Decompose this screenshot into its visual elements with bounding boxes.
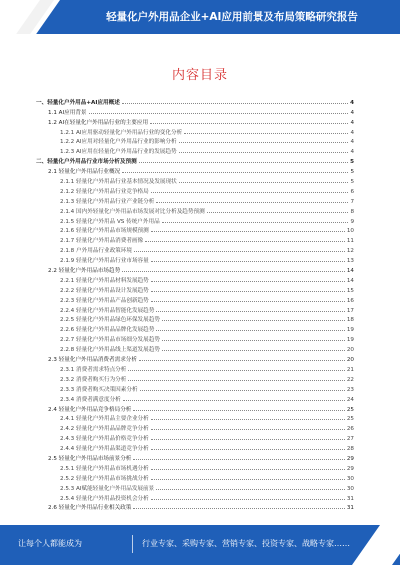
toc-leader-dots <box>133 409 344 411</box>
toc-entry-label: 2.5.3 AI赋能轻量化户外用品发展前景 <box>60 485 155 492</box>
toc-entry[interactable] <box>36 383 354 393</box>
toc-entry-page: 24 <box>346 396 354 403</box>
toc-entry-label: 2.2.8 轻量化户外用品线上渠道发展趋势 <box>60 347 160 354</box>
toc-entry-label: 2.3.4 消费者满意度分析 <box>60 396 121 403</box>
toc-entry-label: 一、轻量化户外用品+AI应用概述 <box>36 99 120 106</box>
toc-entry-page: 15 <box>346 287 354 294</box>
toc-leader-dots <box>184 132 348 134</box>
toc-entry-page: 6 <box>350 188 354 195</box>
toc-entry-page: 4 <box>350 119 354 126</box>
toc-entry-label: 2.1.2 轻量化户外用品行业竞争格局 <box>60 188 149 195</box>
footer-decoration <box>352 525 400 565</box>
toc-entry[interactable] <box>36 314 354 324</box>
toc-entry-page: 5 <box>350 179 354 186</box>
toc-entry-page: 13 <box>346 258 354 265</box>
toc-entry-page: 4 <box>350 139 354 146</box>
toc-entry[interactable] <box>36 225 354 235</box>
toc-entry-page: 20 <box>346 347 354 354</box>
toc-entry-page: 30 <box>346 485 354 492</box>
toc-entry-label: 2.5 轻量化户外用品市场前景分析 <box>48 455 132 462</box>
toc-entry[interactable] <box>36 432 354 442</box>
toc-entry-page: 29 <box>346 455 354 462</box>
toc-entry[interactable] <box>36 155 354 165</box>
toc-entry-page: 11 <box>346 238 354 245</box>
toc-leader-dots <box>139 161 348 163</box>
toc-leader-dots <box>151 448 345 450</box>
toc-entry[interactable] <box>36 353 354 363</box>
toc-leader-dots <box>151 428 345 430</box>
toc-leader-dots <box>122 102 348 104</box>
toc-entry[interactable] <box>36 136 354 146</box>
toc-entry-label: 2.5.2 轻量化户外用品市场挑战分析 <box>60 475 149 482</box>
toc-entry[interactable] <box>36 472 354 482</box>
toc-entry-label: 2.3 轻量化户外用品消费者需求分析 <box>48 357 137 364</box>
toc-leader-dots <box>162 339 345 341</box>
toc-leader-dots <box>128 379 345 381</box>
toc-entry[interactable] <box>36 294 354 304</box>
toc-leader-dots <box>122 171 348 173</box>
toc-entry-label: 2.2.4 轻量化户外用品智能化发展趋势 <box>60 307 155 314</box>
toc-leader-dots <box>151 478 345 480</box>
toc-entry[interactable] <box>36 145 354 155</box>
toc-leader-dots <box>134 250 345 252</box>
toc-entry-label: 2.2.2 轻量化户外用品设计发展趋势 <box>60 287 149 294</box>
toc-leader-dots <box>151 300 345 302</box>
toc-entry-page: 29 <box>346 465 354 472</box>
toc-leader-dots <box>162 319 345 321</box>
toc-entry-label: 2.1.9 轻量化户外用品行业市场容量 <box>60 258 149 265</box>
toc-entry[interactable] <box>36 502 354 512</box>
toc-entry-label: 2.1.1 轻量化户外用品行业基本情况及发展现状 <box>60 179 177 186</box>
toc-entry-page: 31 <box>346 495 354 502</box>
toc-entry-page: 19 <box>346 327 354 334</box>
toc-entry-label: 二、轻量化户外用品行业市场分析及预测 <box>36 159 137 166</box>
toc-entry-page: 9 <box>350 218 354 225</box>
toc-entry[interactable] <box>36 244 354 254</box>
footer-slogan: 让每个人都能成为 <box>18 539 82 548</box>
toc-entry[interactable] <box>36 175 354 185</box>
toc-entry[interactable] <box>36 363 354 373</box>
toc-leader-dots <box>139 359 345 361</box>
toc-leader-dots <box>151 260 345 262</box>
toc-leader-dots <box>162 221 349 223</box>
toc-entry-page: 20 <box>346 357 354 364</box>
toc-entry-label: 2.2 轻量化户外用品市场趋势 <box>48 268 121 275</box>
toc-leader-dots <box>151 191 349 193</box>
toc-leader-dots <box>140 389 345 391</box>
toc-leader-dots <box>133 458 344 460</box>
toc-leader-dots <box>133 507 344 509</box>
toc-leader-dots <box>151 468 345 470</box>
toc-entry-page: 19 <box>346 337 354 344</box>
toc-leader-dots <box>179 181 349 183</box>
toc-entry-page: 7 <box>350 198 354 205</box>
toc-entry[interactable] <box>36 492 354 502</box>
toc-entry-label: 2.5.1 轻量化户外用品市场机遇分析 <box>60 465 149 472</box>
toc-entry-label: 2.1.6 轻量化户外用品市场规模预测 <box>60 228 149 235</box>
toc-entry-page: 25 <box>346 406 354 413</box>
toc-leader-dots <box>179 151 349 153</box>
toc-entry-page: 21 <box>346 366 354 373</box>
toc-leader-dots <box>151 498 345 500</box>
toc-heading: 内容目录 <box>171 68 228 83</box>
toc-entry-label: 2.5.4 轻量化户外用品投资机会分析 <box>60 495 149 502</box>
toc-entry[interactable] <box>36 343 354 353</box>
toc-leader-dots <box>89 112 349 114</box>
toc-entry[interactable] <box>36 234 354 244</box>
toc-entry-page: 31 <box>346 505 354 512</box>
toc-entry-page: 5 <box>350 169 354 176</box>
toc-entry-label: 1.2.3 AI应用在轻量化户外用品行业的发展趋势 <box>60 149 177 156</box>
toc-leader-dots <box>179 141 349 143</box>
toc-entry-page: 14 <box>346 277 354 284</box>
toc-leader-dots <box>151 438 345 440</box>
toc-leader-dots <box>151 230 345 232</box>
toc-leader-dots <box>151 280 345 282</box>
toc-entry-label: 2.4.3 轻量化户外用品价格竞争分析 <box>60 436 149 443</box>
toc-entry-label: 2.2.1 轻量化户外用品材料发展趋势 <box>60 277 149 284</box>
toc-entry[interactable] <box>36 482 354 492</box>
toc-entry-label: 2.3.1 消费者需求特点分析 <box>60 366 127 373</box>
toc-entry[interactable] <box>36 185 354 195</box>
toc-entry-label: 2.4.2 轻量化户外用品品牌竞争分析 <box>60 426 149 433</box>
toc-entry[interactable] <box>36 304 354 314</box>
toc-leader-dots <box>151 290 345 292</box>
toc-entry-label: 2.1.7 轻量化户外用品消费者画像 <box>60 238 144 245</box>
toc-entry-label: 2.1.4 国内外轻量化户外用品市场发展对比分析及趋势预测 <box>60 208 205 215</box>
toc-entry[interactable] <box>36 413 354 423</box>
toc-entry[interactable] <box>36 264 354 274</box>
toc-entry-page: 28 <box>346 446 354 453</box>
toc-entry[interactable] <box>36 452 354 462</box>
toc-leader-dots <box>156 201 348 203</box>
toc-entry-page: 25 <box>346 416 354 423</box>
toc-entry[interactable] <box>36 333 354 343</box>
toc-entry-label: 1.2.2 AI应用对轻量化户外用品行业的影响分析 <box>60 139 177 146</box>
toc-entry[interactable] <box>36 106 354 116</box>
toc-entry-label: 2.2.7 轻量化户外用品市场细分发展趋势 <box>60 337 160 344</box>
toc-entry[interactable] <box>36 195 354 205</box>
toc-entry[interactable] <box>36 126 354 136</box>
toc-entry-label: 1.2.1 AI应用驱动轻量化户外用品行业的变化分析 <box>60 129 183 136</box>
report-title: 轻量化户外用品企业+AI应用前景及布局策略研究报告 <box>106 11 358 23</box>
toc-entry-page: 14 <box>346 268 354 275</box>
toc-entry-page: 23 <box>346 386 354 393</box>
toc-entry-label: 1.1 AI应用背景 <box>48 109 87 116</box>
toc-entry-page: 5 <box>350 159 354 166</box>
table-of-contents <box>36 96 354 511</box>
toc-entry-label: 2.1.5 轻量化户外用品 VS 传统户外用品 <box>60 218 160 225</box>
toc-leader-dots <box>145 240 345 242</box>
toc-entry-label: 1.2 AI在轻量化户外用品行业的主要应用 <box>48 119 149 126</box>
toc-entry-page: 4 <box>350 129 354 136</box>
toc-entry[interactable] <box>36 116 354 126</box>
toc-leader-dots <box>123 399 345 401</box>
toc-entry-page: 22 <box>346 376 354 383</box>
toc-entry-page: 10 <box>346 228 354 235</box>
toc-leader-dots <box>128 369 345 371</box>
toc-entry[interactable] <box>36 96 354 106</box>
toc-entry[interactable] <box>36 323 354 333</box>
toc-entry[interactable] <box>36 215 354 225</box>
toc-entry-label: 2.1.8 户外用品行业政策环境 <box>60 248 132 255</box>
toc-leader-dots <box>150 122 348 124</box>
report-header <box>0 0 400 34</box>
toc-entry[interactable] <box>36 373 354 383</box>
toc-entry-page: 12 <box>346 248 354 255</box>
toc-entry-page: 4 <box>350 109 354 116</box>
toc-entry-label: 2.1 轻量化户外用品行业概况 <box>48 169 121 176</box>
toc-entry-page: 16 <box>346 297 354 304</box>
toc-entry-page: 4 <box>350 99 354 106</box>
toc-entry[interactable] <box>36 284 354 294</box>
toc-entry-label: 2.3.3 消费者购买决策因素分析 <box>60 386 138 393</box>
report-footer <box>0 525 400 565</box>
toc-leader-dots <box>122 270 345 272</box>
toc-entry-label: 2.4 轻量化户外用品竞争格局分析 <box>48 406 132 413</box>
toc-entry-page: 30 <box>346 475 354 482</box>
toc-leader-dots <box>156 329 345 331</box>
toc-entry-label: 2.2.5 轻量化户外用品绿色环保发展趋势 <box>60 317 160 324</box>
toc-entry-label: 2.4.4 轻量化户外用品渠道竞争分析 <box>60 446 149 453</box>
toc-entry[interactable] <box>36 462 354 472</box>
toc-entry-page: 26 <box>346 426 354 433</box>
toc-entry[interactable] <box>36 205 354 215</box>
toc-entry[interactable] <box>36 442 354 452</box>
toc-entry-label: 2.1.3 轻量化户外用品行业产业链分析 <box>60 198 155 205</box>
toc-entry-label: 2.2.6 轻量化户外用品品牌化发展趋势 <box>60 327 155 334</box>
toc-entry-page: 4 <box>350 149 354 156</box>
toc-entry-label: 2.3.2 消费者购买行为分析 <box>60 376 127 383</box>
toc-entry-page: 27 <box>346 436 354 443</box>
toc-leader-dots <box>151 418 345 420</box>
toc-entry[interactable] <box>36 422 354 432</box>
toc-entry-page: 18 <box>346 317 354 324</box>
footer-divider <box>132 535 133 553</box>
toc-entry[interactable] <box>36 165 354 175</box>
toc-entry-page: 17 <box>346 307 354 314</box>
toc-leader-dots <box>156 310 345 312</box>
toc-leader-dots <box>207 211 349 213</box>
toc-entry-label: 2.4.1 轻量化户外用品主要企业分析 <box>60 416 149 423</box>
toc-leader-dots <box>156 488 345 490</box>
toc-entry[interactable] <box>36 403 354 413</box>
toc-entry[interactable] <box>36 393 354 403</box>
toc-entry[interactable] <box>36 254 354 264</box>
toc-entry[interactable] <box>36 274 354 284</box>
toc-entry-label: 2.2.3 轻量化户外用品产品创新趋势 <box>60 297 149 304</box>
toc-entry-page: 8 <box>350 208 354 215</box>
footer-roles: 行业专家、采购专家、营销专家、投资专家、战略专家…… <box>142 539 350 548</box>
toc-leader-dots <box>162 349 345 351</box>
toc-entry-label: 2.6 轻量化户外用品行业相关政策 <box>48 505 132 512</box>
